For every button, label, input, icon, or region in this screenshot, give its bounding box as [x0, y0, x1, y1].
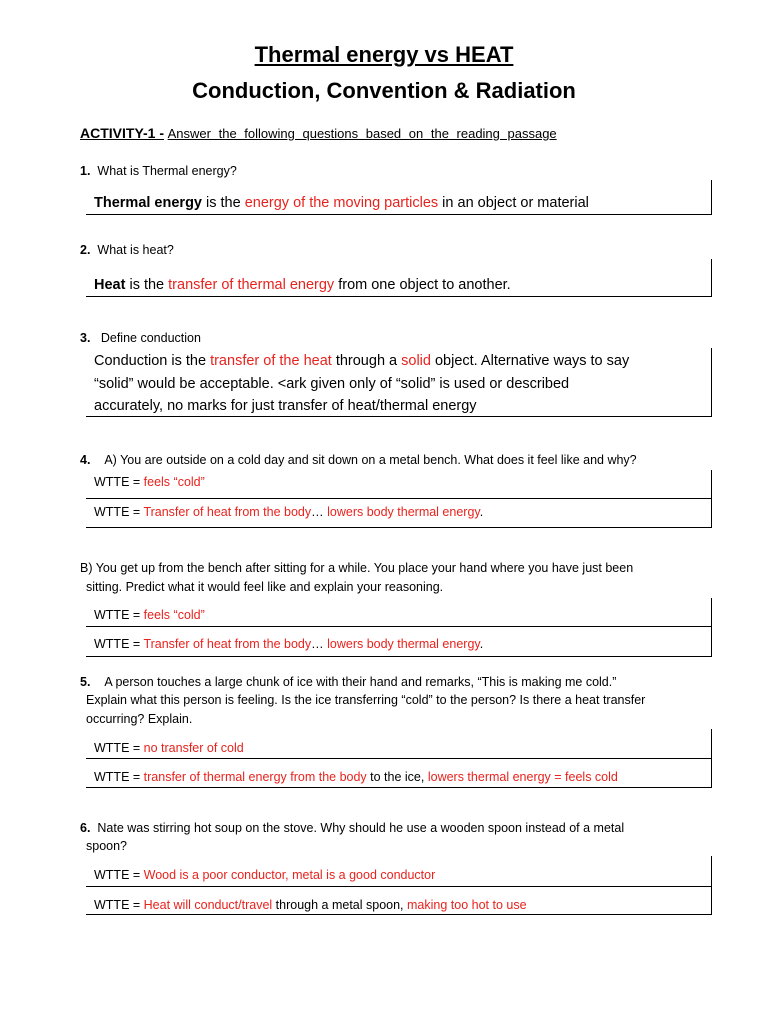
question-4b-line-1: B) You get up from the bench after sitting for a while. You place your hand where you have just been	[80, 561, 634, 575]
answer-5-2	[94, 770, 618, 784]
answer-prefix: WTTE =	[94, 475, 144, 489]
answer-text: is the	[202, 195, 245, 211]
answer-prefix: WTTE =	[94, 608, 144, 622]
answer-key-text: Heat will conduct/travel	[143, 898, 273, 912]
answer-3-line-3: accurately, no marks for just transfer of heat/thermal energy	[94, 398, 477, 414]
answer-prefix: WTTE =	[94, 637, 144, 651]
question-text: What is heat?	[97, 243, 174, 257]
question-5-line-3: occurring? Explain.	[86, 712, 193, 726]
question-3	[80, 331, 201, 345]
answer-key-text: transfer of the heat	[210, 353, 332, 369]
answer-3-line-2: “solid” would be acceptable. <ark given only of “solid” is used or described	[94, 376, 570, 392]
question-number: 4.	[80, 453, 91, 467]
page-subtitle: Conduction, Convention & Radiation	[192, 78, 576, 103]
question-5-line-1	[80, 675, 616, 689]
answer-key-text: lowers body thermal energy	[327, 505, 480, 519]
answer-3-line-1	[94, 353, 629, 369]
answer-text: is the	[125, 277, 169, 293]
answer-key-text: no transfer of cold	[143, 741, 244, 755]
answer-text: .	[479, 637, 484, 651]
answer-4a-1	[94, 475, 205, 489]
answer-key-text: lowers body thermal energy	[327, 637, 480, 651]
answer-4a-2	[94, 505, 483, 519]
answer-key-text: feels “cold”	[143, 608, 205, 622]
question-6-line-2: spoon?	[86, 839, 128, 853]
question-4b-line-2: sitting. Predict what it would feel like and explain your reasoning.	[86, 580, 444, 594]
activity-heading	[80, 125, 557, 141]
answer-key-text: solid	[401, 353, 431, 369]
answer-text: in an object or material	[438, 195, 589, 211]
answer-text: Conduction is the	[94, 353, 211, 369]
answer-key-text: transfer of thermal energy	[168, 277, 335, 293]
question-1	[80, 164, 237, 178]
answer-text: to the ice,	[366, 770, 428, 784]
answer-key-text: feels “cold”	[143, 475, 205, 489]
answer-prefix: WTTE =	[94, 741, 144, 755]
question-text: Nate was stirring hot soup on the stove. Why should he use a wooden spoon instead of a metal	[97, 821, 625, 835]
answer-key-text: transfer of thermal energy from the body	[143, 770, 367, 784]
question-2	[80, 243, 174, 257]
activity-instruction: Answer the following questions based on the reading passage	[167, 126, 557, 141]
activity-label: ACTIVITY-1 -	[80, 125, 165, 141]
answer-key-text: energy of the moving particles	[244, 195, 439, 211]
answer-key-text: Transfer of heat from the body	[143, 505, 312, 519]
answer-term: Thermal energy	[94, 195, 202, 211]
answer-4b-2	[94, 637, 483, 651]
answer-prefix: WTTE =	[94, 898, 144, 912]
answer-text: through a	[331, 353, 402, 369]
question-6-line-1	[80, 821, 624, 835]
question-number: 2.	[80, 243, 91, 257]
answer-6-1	[94, 868, 435, 882]
answer-prefix: WTTE =	[94, 770, 144, 784]
answer-prefix: WTTE =	[94, 868, 144, 882]
answer-text: …	[311, 637, 328, 651]
answer-key-text: Wood is a poor conductor, metal is a good conductor	[143, 868, 436, 882]
answer-text: object. Alternative ways to say	[430, 353, 630, 369]
answer-1	[94, 195, 589, 211]
question-4a	[80, 453, 637, 467]
answer-text: .	[479, 505, 484, 519]
answer-text: from one object to another.	[334, 277, 511, 293]
answer-key-text: lowers thermal energy = feels cold	[427, 770, 618, 784]
question-number: 5.	[80, 675, 91, 689]
answer-key-text: Transfer of heat from the body	[143, 637, 312, 651]
page-title: Thermal energy vs HEAT	[254, 42, 514, 67]
answer-5-1	[94, 741, 244, 755]
answer-text: …	[311, 505, 328, 519]
answer-4b-1	[94, 608, 205, 622]
answer-prefix: WTTE =	[94, 505, 144, 519]
answer-term: Heat	[94, 277, 126, 293]
question-5-line-2: Explain what this person is feeling. Is the ice transferring “cold” to the person? Is there a heat transfer	[86, 693, 646, 707]
question-text: Define conduction	[100, 331, 201, 345]
question-text: A person touches a large chunk of ice with their hand and remarks, “This is making me cold.”	[104, 675, 617, 689]
question-number: 1.	[80, 164, 91, 178]
question-text: A) You are outside on a cold day and sit down on a metal bench. What does it feel like and why?	[104, 453, 637, 467]
answer-key-text: making too hot to use	[407, 898, 527, 912]
answer-2	[94, 277, 511, 293]
answer-6-2	[94, 898, 527, 912]
question-number: 3.	[80, 331, 91, 345]
question-number: 6.	[80, 821, 91, 835]
question-text: What is Thermal energy?	[97, 164, 237, 178]
answer-text: through a metal spoon,	[272, 898, 407, 912]
